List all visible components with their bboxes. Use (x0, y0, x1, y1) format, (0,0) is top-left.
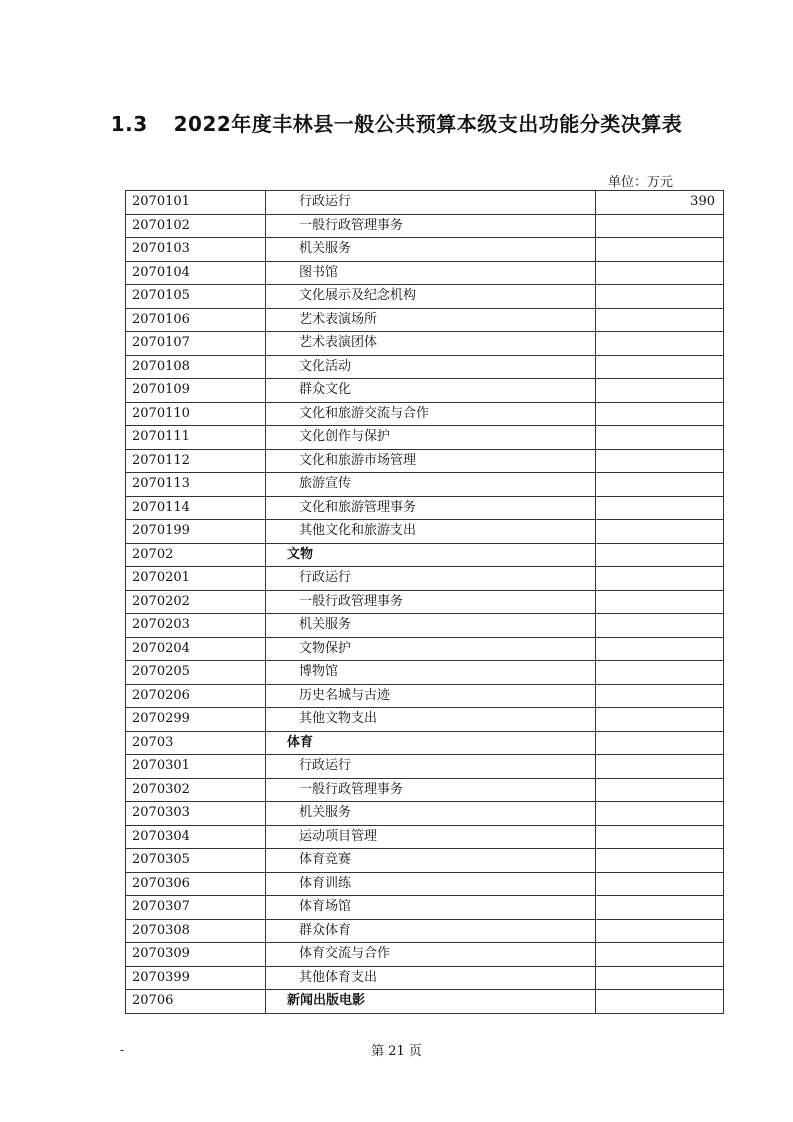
row-item-name: 机关服务 (266, 614, 596, 638)
row-item-name: 行政运行 (266, 191, 596, 215)
row-code: 2070204 (126, 637, 266, 661)
row-code: 2070305 (126, 849, 266, 873)
row-amount (596, 332, 724, 356)
row-code: 2070108 (126, 355, 266, 379)
table-row (126, 308, 724, 332)
row-item-name: 群众体育 (266, 919, 596, 943)
table-row (126, 896, 724, 920)
row-code: 2070203 (126, 614, 266, 638)
table-row (126, 802, 724, 826)
table-row (126, 379, 724, 403)
table-row (126, 567, 724, 591)
document-title (0, 108, 793, 137)
row-amount (596, 214, 724, 238)
row-code: 2070309 (126, 943, 266, 967)
table-row (126, 966, 724, 990)
row-category-name: 文物 (266, 543, 596, 567)
row-amount (596, 567, 724, 591)
row-item-name: 一般行政管理事务 (266, 590, 596, 614)
table-row (126, 402, 724, 426)
table-row (126, 708, 724, 732)
row-amount (596, 872, 724, 896)
row-amount (596, 849, 724, 873)
row-code: 2070299 (126, 708, 266, 732)
table-row (126, 825, 724, 849)
row-amount (596, 778, 724, 802)
row-code: 2070302 (126, 778, 266, 802)
table-row (126, 214, 724, 238)
table-row (126, 872, 724, 896)
table-row (126, 355, 724, 379)
row-item-name: 行政运行 (266, 755, 596, 779)
row-code: 2070104 (126, 261, 266, 285)
row-amount (596, 661, 724, 685)
row-code: 2070105 (126, 285, 266, 309)
table-row (126, 285, 724, 309)
unit-label: 单位：万元 (607, 175, 673, 190)
row-item-name: 图书馆 (266, 261, 596, 285)
row-item-name: 一般行政管理事务 (266, 214, 596, 238)
table-row (126, 637, 724, 661)
row-category-name: 体育 (266, 731, 596, 755)
table-row (126, 332, 724, 356)
page-number: 第 21 页 (371, 1044, 422, 1059)
row-amount (596, 238, 724, 262)
row-code: 20702 (126, 543, 266, 567)
row-item-name: 历史名城与古迹 (266, 684, 596, 708)
row-item-name: 一般行政管理事务 (266, 778, 596, 802)
row-item-name: 文化和旅游交流与合作 (266, 402, 596, 426)
row-code: 2070103 (126, 238, 266, 262)
row-code: 2070201 (126, 567, 266, 591)
row-item-name: 艺术表演场所 (266, 308, 596, 332)
table-row (126, 943, 724, 967)
table-row (126, 191, 724, 215)
row-amount (596, 990, 724, 1014)
table-row (126, 614, 724, 638)
row-amount (596, 426, 724, 450)
row-amount (596, 355, 724, 379)
row-amount (596, 708, 724, 732)
row-code: 2070112 (126, 449, 266, 473)
table-row (126, 520, 724, 544)
row-amount (596, 614, 724, 638)
row-amount (596, 825, 724, 849)
row-code: 2070308 (126, 919, 266, 943)
row-amount (596, 379, 724, 403)
row-code: 2070113 (126, 473, 266, 497)
table-row (126, 919, 724, 943)
row-item-name: 其他体育支出 (266, 966, 596, 990)
row-amount (596, 919, 724, 943)
row-code: 2070111 (126, 426, 266, 450)
row-code: 2070109 (126, 379, 266, 403)
row-item-name: 机关服务 (266, 802, 596, 826)
row-code: 2070202 (126, 590, 266, 614)
budget-table-body (126, 191, 724, 1014)
table-row (126, 426, 724, 450)
row-code: 2070206 (126, 684, 266, 708)
row-code: 2070205 (126, 661, 266, 685)
table-row (126, 449, 724, 473)
row-amount (596, 543, 724, 567)
row-amount (596, 802, 724, 826)
row-amount (596, 896, 724, 920)
row-item-name: 体育交流与合作 (266, 943, 596, 967)
row-item-name: 其他文化和旅游支出 (266, 520, 596, 544)
title-text: 2022年度丰林县一般公共预算本级支出功能分类决算表 (173, 112, 683, 136)
row-amount (596, 731, 724, 755)
table-row (126, 661, 724, 685)
row-code: 2070107 (126, 332, 266, 356)
row-code: 2070199 (126, 520, 266, 544)
table-row (126, 684, 724, 708)
row-code: 20706 (126, 990, 266, 1014)
row-amount (596, 308, 724, 332)
row-amount (596, 590, 724, 614)
table-row (126, 590, 724, 614)
row-code: 2070303 (126, 802, 266, 826)
row-code: 2070399 (126, 966, 266, 990)
row-code: 2070106 (126, 308, 266, 332)
row-item-name: 文化活动 (266, 355, 596, 379)
table-row (126, 755, 724, 779)
budget-table (125, 190, 724, 1014)
table-row (126, 849, 724, 873)
row-amount (596, 637, 724, 661)
row-amount (596, 496, 724, 520)
table-row (126, 778, 724, 802)
row-item-name: 体育场馆 (266, 896, 596, 920)
row-amount (596, 684, 724, 708)
row-item-name: 旅游宣传 (266, 473, 596, 497)
row-code: 2070301 (126, 755, 266, 779)
table-row (126, 238, 724, 262)
row-amount (596, 473, 724, 497)
row-item-name: 其他文物支出 (266, 708, 596, 732)
row-item-name: 文化和旅游市场管理 (266, 449, 596, 473)
row-amount (596, 755, 724, 779)
row-item-name: 行政运行 (266, 567, 596, 591)
row-amount (596, 402, 724, 426)
row-code: 2070102 (126, 214, 266, 238)
row-item-name: 文物保护 (266, 637, 596, 661)
row-category-name: 新闻出版电影 (266, 990, 596, 1014)
table-row (126, 496, 724, 520)
row-amount (596, 520, 724, 544)
row-item-name: 机关服务 (266, 238, 596, 262)
row-amount (596, 966, 724, 990)
row-item-name: 体育竞赛 (266, 849, 596, 873)
row-amount: 390 (596, 191, 724, 215)
footer-dash: - (120, 1043, 125, 1057)
row-code: 2070110 (126, 402, 266, 426)
row-amount (596, 261, 724, 285)
table-row (126, 473, 724, 497)
table-row (126, 261, 724, 285)
row-item-name: 艺术表演团体 (266, 332, 596, 356)
row-code: 2070306 (126, 872, 266, 896)
table-row (126, 543, 724, 567)
title-number: 1.3 (110, 112, 148, 136)
row-item-name: 体育训练 (266, 872, 596, 896)
row-item-name: 运动项目管理 (266, 825, 596, 849)
row-code: 2070101 (126, 191, 266, 215)
row-code: 2070114 (126, 496, 266, 520)
row-code: 2070307 (126, 896, 266, 920)
row-amount (596, 285, 724, 309)
row-item-name: 群众文化 (266, 379, 596, 403)
row-item-name: 文化展示及纪念机构 (266, 285, 596, 309)
row-amount (596, 943, 724, 967)
row-amount (596, 449, 724, 473)
row-code: 2070304 (126, 825, 266, 849)
row-item-name: 文化和旅游管理事务 (266, 496, 596, 520)
table-row (126, 990, 724, 1014)
table-row (126, 731, 724, 755)
row-code: 20703 (126, 731, 266, 755)
row-item-name: 博物馆 (266, 661, 596, 685)
row-item-name: 文化创作与保护 (266, 426, 596, 450)
